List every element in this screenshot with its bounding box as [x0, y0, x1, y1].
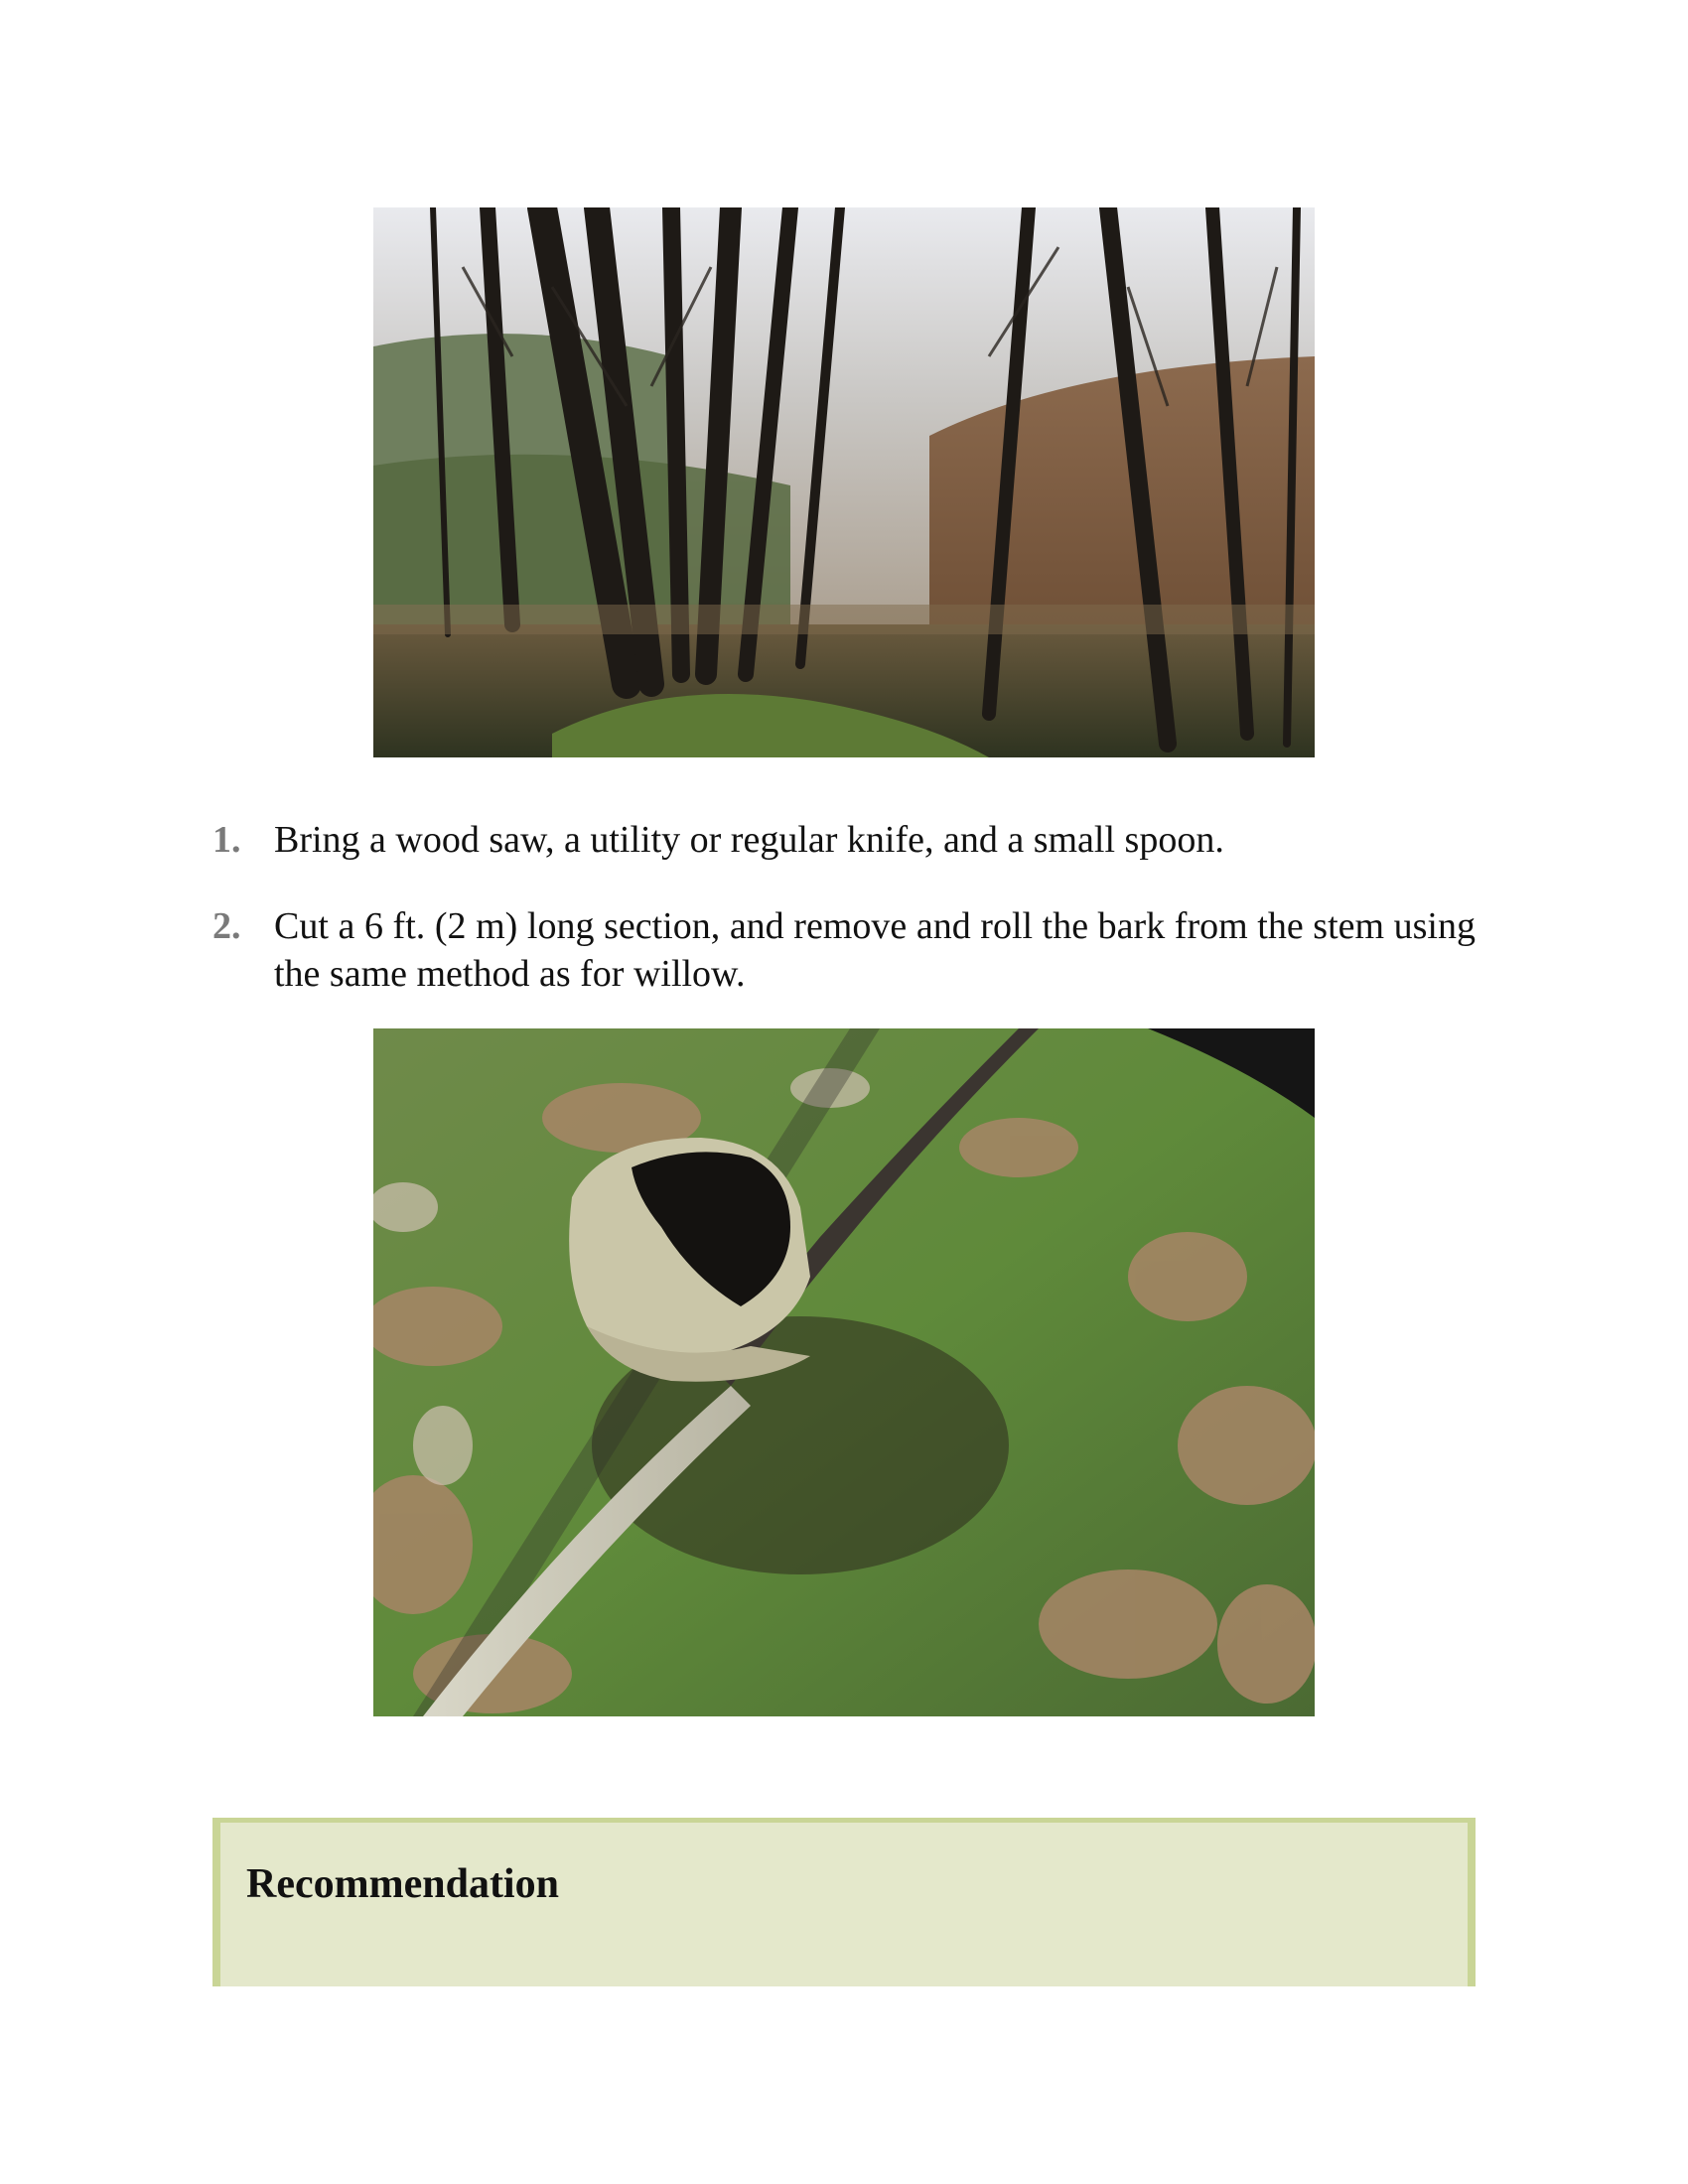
rolled-bark-icon: [373, 1028, 1315, 1716]
bark-roll-photo: [373, 1028, 1315, 1716]
recommendation-box: [212, 1818, 1476, 1986]
forest-trees-icon: [373, 207, 1315, 757]
step-text: Cut a 6 ft. (2 m) long section, and remove and roll the bark from the stem using the same method as for willow.: [274, 905, 1476, 995]
forest-photo: [373, 207, 1315, 757]
step-1: [212, 816, 1476, 864]
step-number: 1.: [212, 819, 241, 861]
step-text: Bring a wood saw, a utility or regular knife, and a small spoon.: [274, 819, 1224, 861]
step-2: [212, 902, 1476, 998]
step-number: 2.: [212, 905, 241, 947]
recommendation-title: Recommendation: [246, 1861, 559, 1907]
